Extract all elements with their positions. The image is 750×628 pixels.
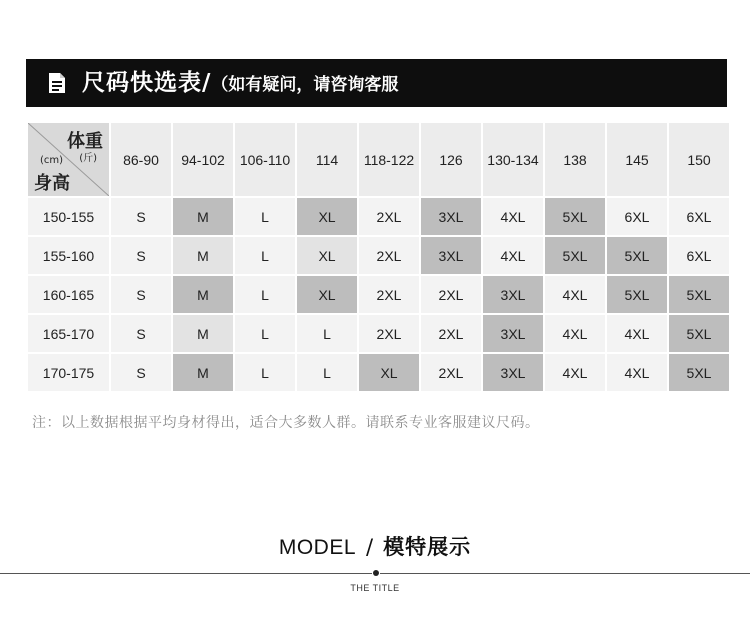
size-cell: 4XL xyxy=(545,276,605,313)
size-cell: L xyxy=(297,354,357,391)
height-row-label: 165-170 xyxy=(28,315,109,352)
size-cell: 3XL xyxy=(421,237,481,274)
weight-column-header: 138 xyxy=(545,123,605,196)
table-row xyxy=(28,276,729,313)
size-cell: L xyxy=(235,354,295,391)
size-cell: L xyxy=(235,237,295,274)
size-cell: 4XL xyxy=(607,354,667,391)
note-text: 注：以上数据根据平均身材得出，适合大多数人群。请联系专业客服建议尺码。 xyxy=(32,415,540,431)
size-cell: XL xyxy=(359,354,419,391)
height-label: 身高 xyxy=(34,173,70,194)
divider-line-right xyxy=(380,573,750,574)
size-cell: 5XL xyxy=(669,354,729,391)
size-cell: S xyxy=(111,354,171,391)
size-cell: 6XL xyxy=(669,237,729,274)
height-row-label: 170-175 xyxy=(28,354,109,391)
size-cell: 2XL xyxy=(421,315,481,352)
document-icon xyxy=(48,72,66,94)
size-cell: 4XL xyxy=(545,354,605,391)
weight-column-header: 94-102 xyxy=(173,123,233,196)
size-cell: XL xyxy=(297,198,357,235)
weight-column-header: 130-134 xyxy=(483,123,543,196)
size-cell: 4XL xyxy=(483,237,543,274)
size-cell: 5XL xyxy=(669,315,729,352)
size-cell: 4XL xyxy=(607,315,667,352)
size-cell: 2XL xyxy=(359,276,419,313)
table-row xyxy=(28,198,729,235)
weight-column-header: 106-110 xyxy=(235,123,295,196)
table-row xyxy=(28,354,729,391)
table-row xyxy=(28,237,729,274)
model-title-cn: 模特展示 xyxy=(383,535,472,559)
height-row-label: 155-160 xyxy=(28,237,109,274)
size-cell: 4XL xyxy=(483,198,543,235)
divider-dot xyxy=(373,570,379,576)
size-table-body xyxy=(28,198,729,391)
size-cell: 5XL xyxy=(607,237,667,274)
section-caption: THE TITLE xyxy=(350,583,400,593)
size-cell: 6XL xyxy=(669,198,729,235)
size-cell: 4XL xyxy=(545,315,605,352)
model-title-en: MODEL xyxy=(278,536,357,559)
model-title-separator: / xyxy=(366,535,374,559)
size-cell: M xyxy=(173,354,233,391)
size-cell: M xyxy=(173,315,233,352)
divider-line-left xyxy=(0,573,372,574)
size-cell: M xyxy=(173,198,233,235)
weight-column-header: 86-90 xyxy=(111,123,171,196)
size-cell: S xyxy=(111,315,171,352)
size-cell: 6XL xyxy=(607,198,667,235)
size-cell: S xyxy=(111,198,171,235)
size-cell: 2XL xyxy=(421,354,481,391)
size-cell: 2XL xyxy=(421,276,481,313)
size-cell: L xyxy=(235,198,295,235)
table-row xyxy=(28,315,729,352)
size-cell: S xyxy=(111,237,171,274)
size-cell: L xyxy=(235,276,295,313)
size-cell: L xyxy=(235,315,295,352)
weight-column-header: 126 xyxy=(421,123,481,196)
height-row-label: 150-155 xyxy=(28,198,109,235)
title-subtitle: （如有疑问，请咨询客服 xyxy=(211,75,399,95)
size-cell: 3XL xyxy=(483,276,543,313)
size-cell: 5XL xyxy=(545,237,605,274)
size-cell: 3XL xyxy=(483,354,543,391)
weight-label: 体重 xyxy=(67,131,103,152)
weight-header-row xyxy=(28,123,729,196)
size-cell: 5XL xyxy=(669,276,729,313)
height-row-label: 160-165 xyxy=(28,276,109,313)
title-main: 尺码快选表/ xyxy=(82,70,212,96)
page-title xyxy=(82,68,398,100)
corner-header-cell xyxy=(28,123,109,196)
size-cell: 3XL xyxy=(483,315,543,352)
height-unit: (cm) xyxy=(40,155,64,166)
size-cell: M xyxy=(173,237,233,274)
size-cell: XL xyxy=(297,276,357,313)
model-section-title xyxy=(0,531,750,561)
weight-column-header: 114 xyxy=(297,123,357,196)
size-cell: 2XL xyxy=(359,237,419,274)
weight-column-header: 118-122 xyxy=(359,123,419,196)
weight-unit: (斤) xyxy=(79,153,97,164)
size-cell: XL xyxy=(297,237,357,274)
size-cell: M xyxy=(173,276,233,313)
size-cell: 3XL xyxy=(421,198,481,235)
weight-column-header: 145 xyxy=(607,123,667,196)
size-cell: L xyxy=(297,315,357,352)
size-cell: 5XL xyxy=(545,198,605,235)
size-cell: 2XL xyxy=(359,198,419,235)
weight-column-header: 150 xyxy=(669,123,729,196)
header-bar xyxy=(26,59,727,107)
size-chart-table xyxy=(26,121,731,393)
size-cell: 2XL xyxy=(359,315,419,352)
size-cell: 5XL xyxy=(607,276,667,313)
size-cell: S xyxy=(111,276,171,313)
